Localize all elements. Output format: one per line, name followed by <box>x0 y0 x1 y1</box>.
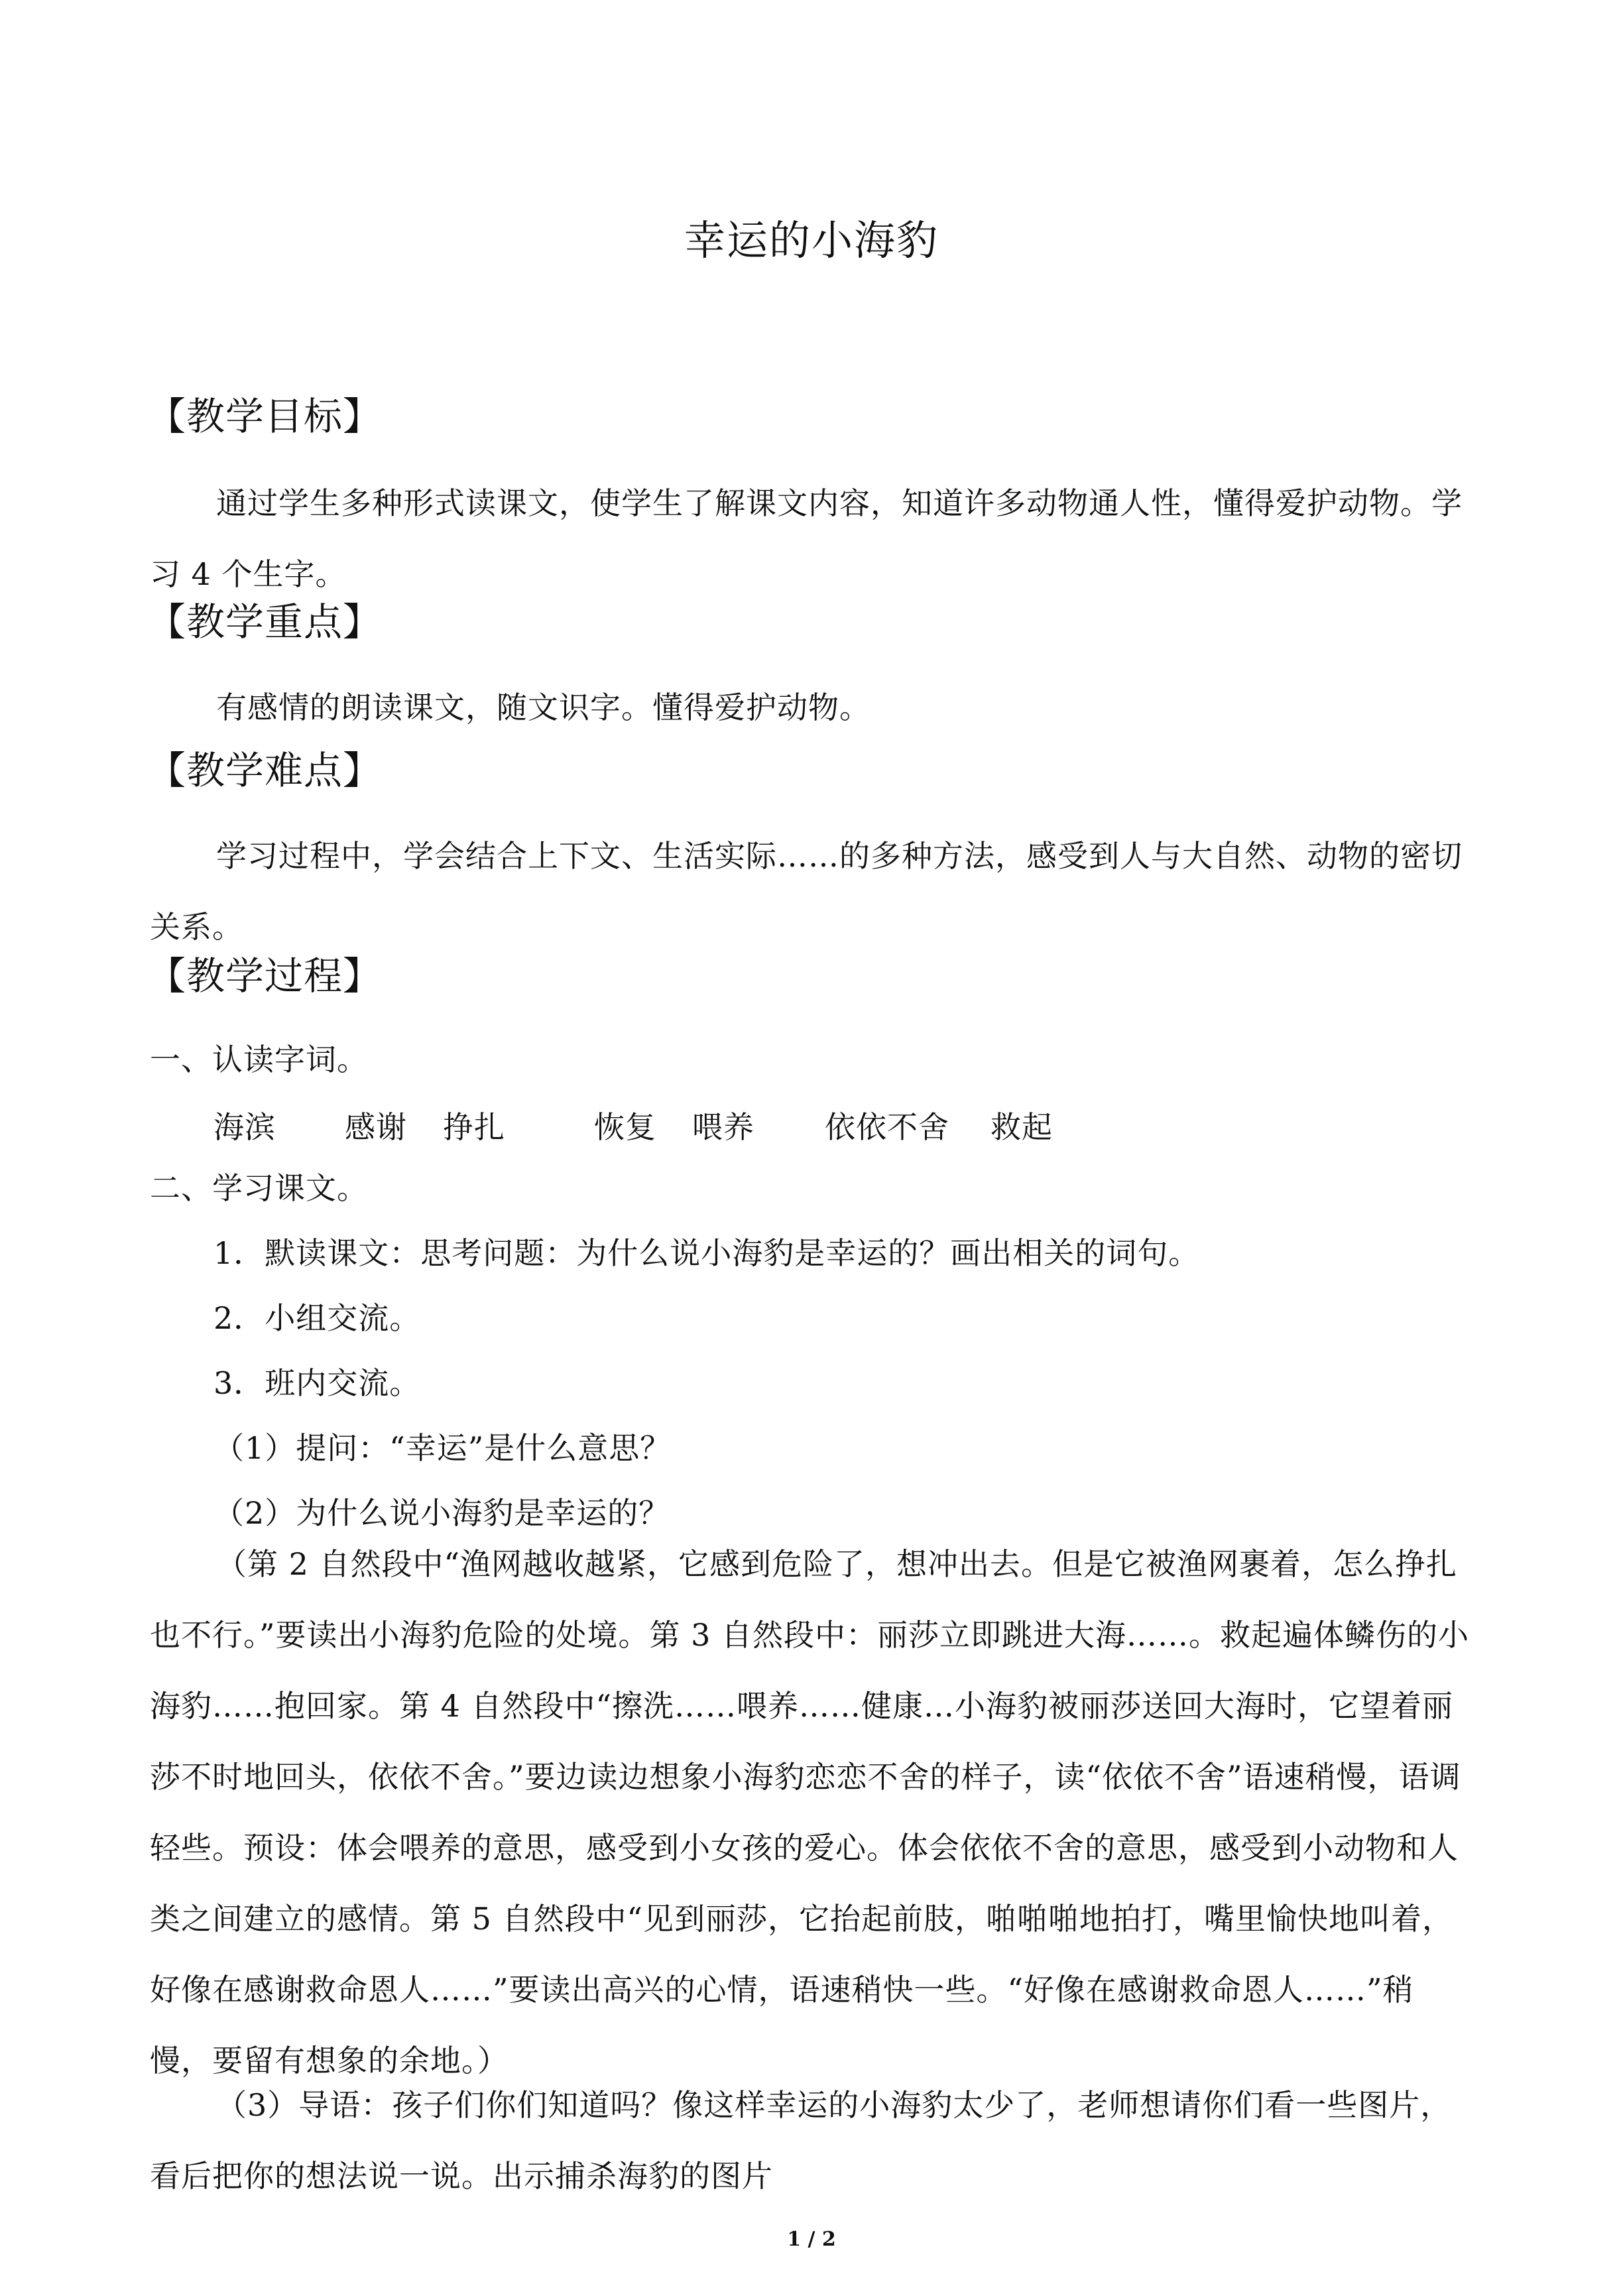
vocab-item: 挣扎 <box>443 1109 505 1145</box>
vocab-list <box>0 1101 1623 1154</box>
difficulties-text: 学习过程中，学会结合上下文、生活实际……的多种方法，感受到人与大自然、动物的密切关系。 <box>150 838 1463 945</box>
step-2: 2．小组交流。 <box>213 1300 421 1336</box>
document-title: 幸运的小海豹 <box>684 216 939 265</box>
objectives-text: 通过学生多种形式读课文，使学生了解课文内容，知道许多动物通人性，懂得爱护动物。学习 4 个生字。 <box>150 485 1463 592</box>
heading-key-points: 【教学重点】 <box>147 599 383 644</box>
heading-difficulties: 【教学难点】 <box>147 748 383 793</box>
vocab-item: 救起 <box>991 1109 1053 1145</box>
heading-process: 【教学过程】 <box>147 953 383 998</box>
vocab-item: 恢复 <box>594 1109 656 1145</box>
sub-step-2: （2）为什么说小海豹是幸运的？ <box>213 1495 670 1531</box>
vocab-item: 感谢 <box>345 1109 407 1145</box>
step-3: 3．班内交流。 <box>213 1365 421 1401</box>
part1-title: 一、认读字词。 <box>150 1042 368 1077</box>
analysis-paragraph: （第 2 自然段中“渔网越收越紧，它感到危险了，想冲出去。但是它被渔网裹着，怎么挣扎也不行。”要读出小海豹危险的处境。第 3 自然段中：丽莎立即跳进大海……。救起遍体鳞伤的小海豹……抱回家。第 4 自然段中“擦洗……喂养……健康…小海豹被丽莎送回大海时，它望着丽莎不时地回头，依依不舍。”要边读边想象小海豹恋恋不舍的样子，读“依依不舍”语速稍慢，语调轻些。预设：体会喂养的意思，感受到小女孩的爱心。体会依依不舍的意思，感受到小动物和人类之间建立的感情。第 5 自然段中“见到丽莎，它抬起前肢，啪啪啪地拍打，嘴里愉快地叫着，好像在感谢救命恩人……”要读出高兴的心情，语速稍快一些。“好像在感谢救命恩人……”稍慢，要留有想象的余地。） <box>150 1546 1470 2079</box>
part2-title: 二、学习课文。 <box>150 1170 368 1206</box>
sub-step-1: （1）提问：“幸运”是什么意思？ <box>213 1430 672 1466</box>
step-1: 1．默读课文：思考问题：为什么说小海豹是幸运的？画出相关的词句。 <box>213 1235 1200 1271</box>
sub-step-3: （3）导语：孩子们你们知道吗？像这样幸运的小海豹太少了，老师想请你们看一些图片，看后把你的想法说一说。出示捕杀海豹的图片 <box>150 2087 1452 2194</box>
vocab-item: 海滨 <box>213 1109 276 1145</box>
page-number: 1 / 2 <box>787 2228 836 2251</box>
key-points-text: 有感情的朗读课文，随文识字。懂得爱护动物。 <box>216 690 871 725</box>
vocab-item: 依依不舍 <box>825 1109 949 1145</box>
vocab-item: 喂养 <box>692 1109 754 1145</box>
heading-objectives: 【教学目标】 <box>147 394 383 439</box>
